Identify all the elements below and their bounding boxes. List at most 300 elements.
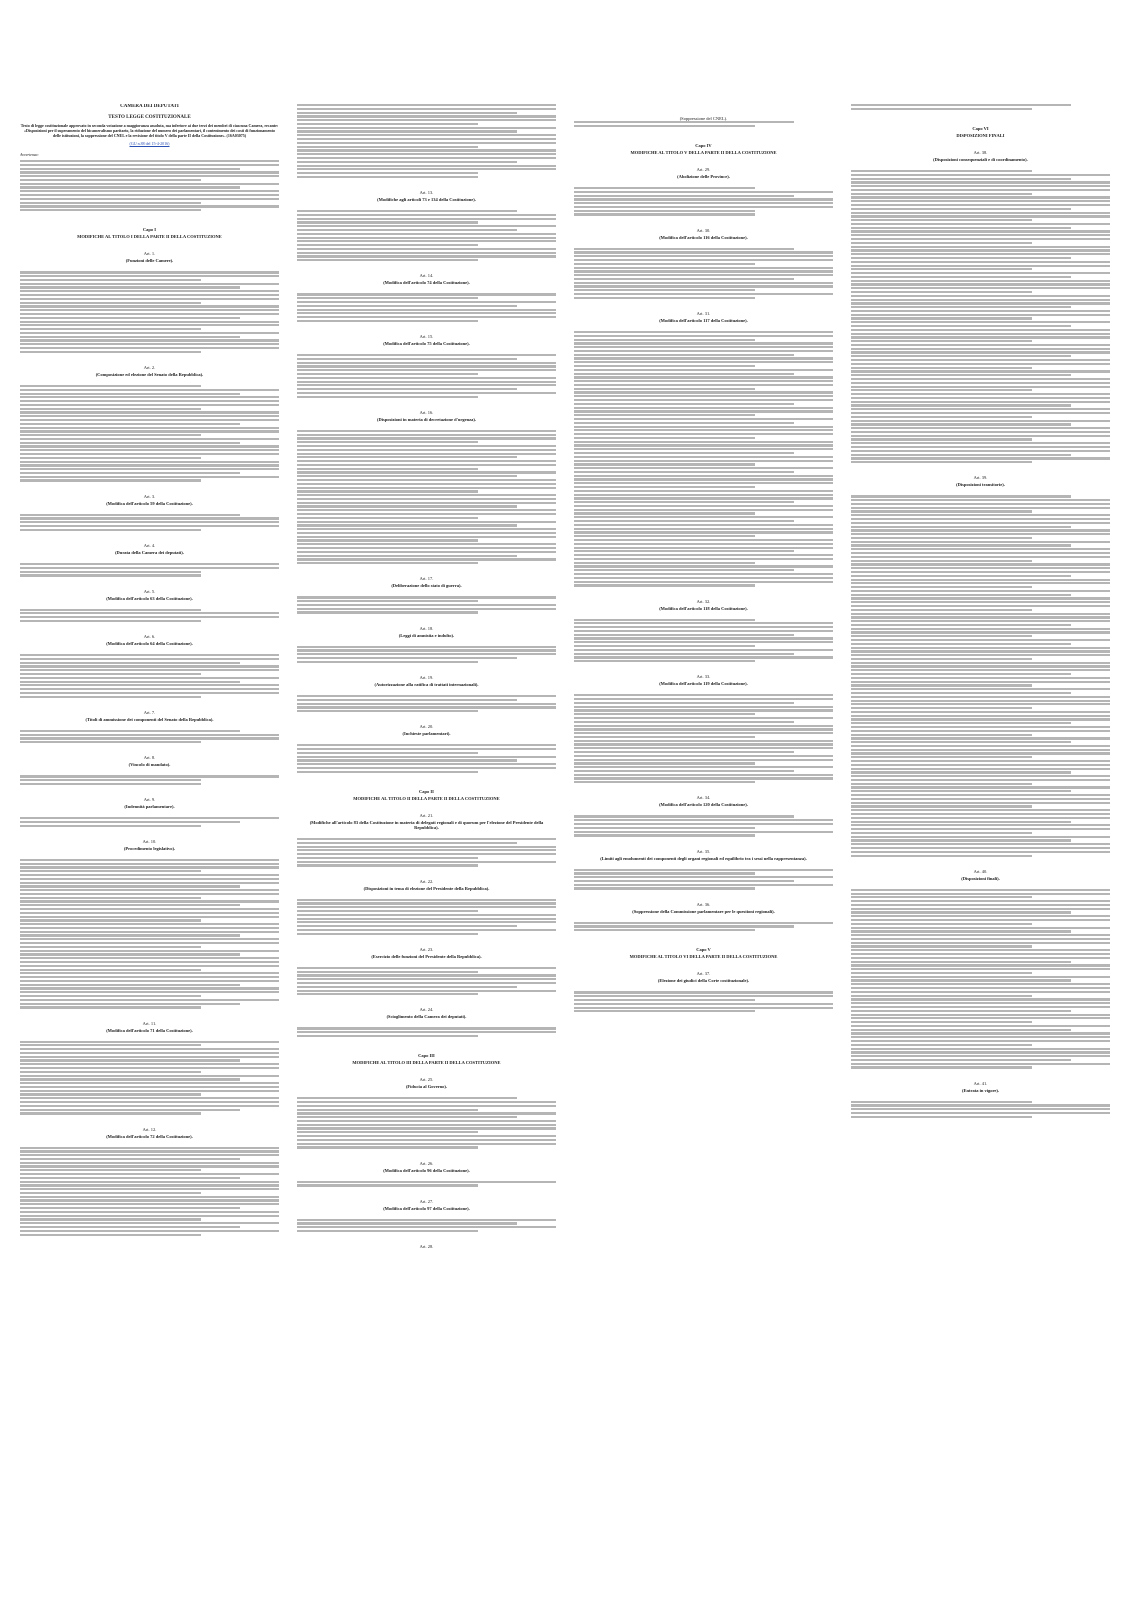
article-heading: (Disposizioni in tema di elezione del Presidente della Repubblica). bbox=[363, 885, 490, 891]
text-line bbox=[20, 931, 279, 933]
text-line bbox=[20, 1048, 279, 1050]
text-line bbox=[851, 219, 1032, 221]
text-line bbox=[574, 872, 755, 874]
article-body-text bbox=[574, 619, 833, 663]
text-line bbox=[297, 608, 556, 610]
article-body-text bbox=[297, 104, 556, 178]
text-line bbox=[20, 1196, 279, 1198]
text-line bbox=[851, 821, 1071, 823]
text-line bbox=[851, 771, 1071, 773]
text-line bbox=[20, 183, 279, 185]
text-line bbox=[297, 710, 478, 712]
text-line bbox=[297, 1230, 478, 1232]
chapter-subtitle: MODIFICHE AL TITOLO V DELLA PARTE II DELLA COSTITUZIONE bbox=[630, 149, 777, 155]
text-line bbox=[297, 611, 478, 613]
article-heading: (Autorizzazione alla ratifica di trattati internazionali). bbox=[374, 681, 479, 687]
text-line bbox=[297, 1226, 556, 1228]
text-line bbox=[574, 929, 755, 931]
text-line bbox=[297, 165, 556, 167]
text-line bbox=[20, 904, 240, 906]
chapter-title: Capo II bbox=[419, 788, 434, 794]
text-line bbox=[851, 552, 1110, 554]
text-line bbox=[20, 567, 279, 569]
text-line bbox=[20, 923, 279, 925]
text-line bbox=[297, 1035, 478, 1037]
text-line bbox=[20, 995, 201, 997]
text-line bbox=[297, 229, 517, 231]
text-line bbox=[851, 204, 1110, 206]
article-number: Art. 39. bbox=[973, 475, 988, 481]
text-line bbox=[851, 416, 1032, 418]
text-line bbox=[20, 1192, 201, 1194]
text-line bbox=[20, 984, 240, 986]
text-line bbox=[574, 384, 833, 386]
intro-text: Testo di legge costituzionale approvato in seconda votazione a maggioranza assoluta, ma inferiore ai due terzi dei membri di ciascuna Camera, recante: «Disposizioni per il superamento del bicameralismo paritario, la riduzione del numero dei parlamentari, il contenimento dei costi di funzionamento delle istituzioni, la soppressione del CNEL e la revisione del titolo V della parte II della Costituzione». (16A03075) bbox=[20, 123, 279, 138]
text-line bbox=[20, 1041, 279, 1043]
text-line bbox=[851, 930, 1071, 932]
text-line bbox=[297, 517, 478, 519]
text-line bbox=[851, 1032, 1110, 1034]
text-line bbox=[851, 423, 1071, 425]
text-line bbox=[574, 732, 833, 734]
article-body-text bbox=[574, 869, 833, 890]
text-line bbox=[851, 783, 1032, 785]
text-line bbox=[20, 571, 201, 573]
article-body-text bbox=[297, 1097, 556, 1148]
article-heading: (Disposizioni consequenziali e di coordinamento). bbox=[933, 156, 1028, 162]
text-line bbox=[20, 684, 279, 686]
article-number: Art. 40. bbox=[973, 868, 988, 874]
text-line bbox=[574, 547, 833, 549]
article-body-text bbox=[574, 121, 833, 127]
text-line bbox=[20, 897, 201, 899]
text-line bbox=[851, 688, 1110, 690]
article-heading: (Modifica dell'articolo 96 della Costituzione). bbox=[383, 1167, 470, 1173]
text-line bbox=[851, 457, 1110, 459]
text-line bbox=[851, 522, 1110, 524]
text-line bbox=[297, 149, 556, 151]
text-line bbox=[851, 624, 1071, 626]
text-line bbox=[851, 104, 1071, 106]
text-line bbox=[851, 563, 1110, 565]
text-line bbox=[851, 529, 1110, 531]
text-line bbox=[851, 893, 1110, 895]
text-line bbox=[574, 702, 794, 704]
text-line bbox=[574, 762, 755, 764]
text-line bbox=[297, 494, 556, 496]
article-body-text bbox=[297, 1219, 556, 1233]
text-line bbox=[297, 661, 478, 663]
text-line bbox=[574, 815, 794, 817]
text-line bbox=[851, 230, 1110, 232]
article-heading: (Entrata in vigore). bbox=[961, 1087, 1000, 1093]
text-line bbox=[297, 763, 556, 765]
text-line bbox=[574, 331, 833, 333]
text-line bbox=[851, 499, 1110, 501]
text-line bbox=[574, 751, 794, 753]
text-line bbox=[574, 717, 833, 719]
text-line bbox=[574, 581, 833, 583]
text-line bbox=[851, 586, 1032, 588]
text-line bbox=[20, 961, 279, 963]
text-line bbox=[20, 1203, 279, 1205]
text-line bbox=[20, 209, 201, 211]
text-line bbox=[20, 275, 279, 277]
article-number: Art. 22. bbox=[419, 878, 434, 884]
text-line bbox=[851, 215, 1110, 217]
text-line bbox=[851, 450, 1110, 452]
text-line bbox=[574, 452, 794, 454]
text-line bbox=[297, 1105, 556, 1107]
text-line bbox=[297, 562, 478, 564]
text-line bbox=[20, 677, 279, 679]
text-line bbox=[20, 476, 279, 478]
text-line bbox=[297, 210, 517, 212]
text-line bbox=[574, 255, 833, 257]
text-line bbox=[20, 194, 279, 196]
text-line bbox=[574, 213, 755, 215]
text-line bbox=[851, 650, 1110, 652]
article-body-text bbox=[851, 889, 1110, 1069]
text-line bbox=[297, 259, 478, 261]
text-line bbox=[297, 982, 556, 984]
article-number: Art. 29. bbox=[696, 166, 711, 172]
text-line bbox=[574, 391, 833, 393]
text-line bbox=[574, 202, 833, 204]
text-line bbox=[574, 376, 833, 378]
avvertenza-label: Avvertenza: bbox=[20, 152, 39, 157]
text-line bbox=[851, 673, 1071, 675]
article-number: Art. 38. bbox=[973, 149, 988, 155]
text-line bbox=[574, 649, 833, 651]
article-body-text bbox=[20, 1041, 279, 1115]
text-line bbox=[851, 174, 1110, 176]
article-heading: (Disposizioni in materia di decretazione d'urgenza). bbox=[377, 416, 476, 422]
text-line bbox=[574, 777, 833, 779]
article-number: Art. 2. bbox=[143, 364, 156, 370]
text-line bbox=[297, 320, 478, 322]
text-line bbox=[574, 619, 755, 621]
text-line bbox=[20, 1112, 201, 1114]
article-number: Art. 17. bbox=[419, 576, 434, 582]
text-line bbox=[851, 1021, 1032, 1023]
text-line bbox=[297, 233, 556, 235]
text-line bbox=[574, 709, 833, 711]
text-line bbox=[297, 604, 556, 606]
text-line bbox=[297, 369, 556, 371]
text-line bbox=[20, 393, 240, 395]
text-line bbox=[851, 287, 1110, 289]
text-line bbox=[20, 1101, 279, 1103]
text-line bbox=[574, 437, 755, 439]
article-body-text bbox=[20, 563, 279, 577]
text-line bbox=[20, 658, 279, 660]
text-line bbox=[574, 206, 833, 208]
text-line bbox=[20, 521, 279, 523]
text-line bbox=[574, 263, 755, 265]
text-line bbox=[297, 396, 478, 398]
text-line bbox=[20, 609, 201, 611]
text-line bbox=[297, 864, 478, 866]
text-line bbox=[297, 240, 556, 242]
text-line bbox=[851, 299, 1110, 301]
text-line bbox=[297, 528, 556, 530]
text-line bbox=[851, 597, 1110, 599]
text-line bbox=[20, 775, 279, 777]
text-line bbox=[297, 237, 556, 239]
text-line bbox=[851, 813, 1110, 815]
article-number: Art. 20. bbox=[419, 724, 434, 730]
text-line bbox=[297, 838, 556, 840]
text-line bbox=[297, 1143, 556, 1145]
text-line bbox=[851, 280, 1110, 282]
text-line bbox=[574, 293, 833, 295]
text-line bbox=[297, 1101, 556, 1103]
text-line bbox=[20, 942, 279, 944]
text-line bbox=[20, 298, 279, 300]
text-line bbox=[297, 505, 517, 507]
text-line bbox=[20, 976, 279, 978]
text-line bbox=[297, 699, 517, 701]
text-line bbox=[297, 1120, 556, 1122]
text-line bbox=[20, 461, 279, 463]
text-line bbox=[851, 995, 1032, 997]
text-line bbox=[851, 108, 1032, 110]
text-line bbox=[851, 934, 1110, 936]
article-body-text bbox=[574, 187, 833, 216]
text-line bbox=[20, 457, 201, 459]
text-line bbox=[20, 1078, 240, 1080]
text-line bbox=[574, 278, 794, 280]
text-line bbox=[574, 270, 833, 272]
article-heading: (Modifica dell'articolo 59 della Costituzione). bbox=[106, 500, 193, 506]
text-line bbox=[851, 953, 1110, 955]
text-line bbox=[574, 516, 833, 518]
text-line bbox=[20, 1207, 240, 1209]
text-line bbox=[20, 912, 279, 914]
text-line bbox=[851, 707, 1032, 709]
text-line bbox=[851, 836, 1110, 838]
text-line bbox=[20, 574, 201, 576]
text-line bbox=[20, 1188, 279, 1190]
text-line bbox=[297, 695, 556, 697]
text-line bbox=[851, 208, 1071, 210]
article-heading: (Esercizio delle funzioni del Presidente della Repubblica). bbox=[371, 953, 482, 959]
text-line bbox=[20, 408, 201, 410]
text-line bbox=[297, 1027, 556, 1029]
text-line bbox=[851, 514, 1110, 516]
text-line bbox=[574, 259, 833, 261]
text-line bbox=[851, 401, 1110, 403]
text-line bbox=[20, 866, 279, 868]
text-line bbox=[20, 741, 201, 743]
article-body-text bbox=[851, 495, 1110, 856]
text-line bbox=[574, 210, 755, 212]
text-line bbox=[20, 1199, 279, 1201]
text-line bbox=[20, 309, 279, 311]
text-line bbox=[297, 986, 517, 988]
text-line bbox=[297, 358, 517, 360]
text-line bbox=[574, 426, 833, 428]
text-line bbox=[851, 760, 1110, 762]
text-line bbox=[20, 616, 279, 618]
text-line bbox=[20, 385, 201, 387]
text-line bbox=[297, 464, 556, 466]
article-number: Art. 14. bbox=[419, 273, 434, 279]
article-number: Art. 37. bbox=[696, 971, 711, 977]
text-line bbox=[20, 286, 240, 288]
text-line bbox=[851, 711, 1110, 713]
text-line bbox=[851, 181, 1110, 183]
text-line bbox=[851, 404, 1071, 406]
text-line bbox=[20, 1173, 279, 1175]
text-line bbox=[574, 1010, 755, 1012]
text-line bbox=[574, 880, 794, 882]
chamber-name: CAMERA DEI DEPUTATI bbox=[120, 104, 179, 109]
text-line bbox=[20, 1044, 201, 1046]
text-line bbox=[851, 242, 1032, 244]
article-heading: (Procedimento legislativo). bbox=[123, 845, 176, 851]
text-line bbox=[297, 305, 517, 307]
text-line bbox=[20, 160, 279, 162]
text-line bbox=[851, 321, 1110, 323]
text-line bbox=[851, 832, 1032, 834]
article-heading: (Modifica dell'articolo 75 della Costituzione). bbox=[383, 341, 470, 347]
text-line bbox=[20, 999, 279, 1001]
text-line bbox=[20, 1056, 279, 1058]
text-line bbox=[851, 927, 1110, 929]
article-body-text bbox=[297, 646, 556, 663]
text-line bbox=[851, 408, 1110, 410]
text-line bbox=[574, 187, 755, 189]
gazette-link[interactable]: (GU n.88 del 15-4-2016) bbox=[129, 141, 170, 146]
text-line bbox=[20, 1154, 279, 1156]
text-line bbox=[851, 442, 1110, 444]
text-line bbox=[297, 221, 478, 223]
text-line bbox=[851, 681, 1110, 683]
text-line bbox=[851, 579, 1110, 581]
text-line bbox=[297, 853, 556, 855]
text-line bbox=[851, 639, 1110, 641]
text-line bbox=[574, 282, 833, 284]
text-line bbox=[574, 653, 794, 655]
text-line bbox=[574, 827, 755, 829]
text-line bbox=[851, 983, 1110, 985]
text-line bbox=[851, 1116, 1032, 1118]
text-line bbox=[851, 718, 1110, 720]
text-line bbox=[297, 649, 556, 651]
text-line bbox=[851, 431, 1110, 433]
text-line bbox=[20, 965, 279, 967]
text-line bbox=[20, 950, 279, 952]
text-line bbox=[20, 1086, 279, 1088]
text-line bbox=[297, 487, 556, 489]
article-number: Art. 16. bbox=[419, 409, 434, 415]
article-body-text bbox=[20, 859, 279, 1009]
text-line bbox=[297, 252, 556, 254]
chapter-title: Capo V bbox=[696, 947, 711, 953]
article-body-text bbox=[574, 331, 833, 587]
text-line bbox=[20, 415, 279, 417]
text-line bbox=[297, 1131, 478, 1133]
text-line bbox=[20, 1177, 240, 1179]
text-line bbox=[297, 857, 478, 859]
text-line bbox=[851, 507, 1110, 509]
text-line bbox=[851, 1108, 1110, 1110]
text-line bbox=[297, 513, 556, 515]
text-line bbox=[297, 703, 556, 705]
text-line bbox=[297, 539, 478, 541]
text-line bbox=[851, 238, 1110, 240]
text-line bbox=[574, 770, 794, 772]
text-line bbox=[574, 531, 833, 533]
text-line bbox=[851, 359, 1110, 361]
text-line bbox=[20, 885, 240, 887]
text-line bbox=[297, 388, 517, 390]
text-line bbox=[297, 547, 556, 549]
text-line bbox=[20, 168, 240, 170]
text-line bbox=[20, 328, 201, 330]
text-line bbox=[297, 974, 556, 976]
text-line bbox=[297, 759, 517, 761]
text-line bbox=[851, 526, 1071, 528]
article-heading: (Durata della Camera dei deputati). bbox=[115, 549, 184, 555]
text-line bbox=[297, 123, 478, 125]
text-line bbox=[574, 369, 833, 371]
text-line bbox=[297, 967, 556, 969]
text-line bbox=[20, 1165, 279, 1167]
text-line bbox=[297, 771, 478, 773]
text-line bbox=[20, 1059, 240, 1061]
text-line bbox=[20, 171, 279, 173]
text-line bbox=[297, 914, 556, 916]
text-line bbox=[851, 594, 1071, 596]
text-line bbox=[851, 193, 1032, 195]
text-line bbox=[851, 631, 1110, 633]
text-line bbox=[20, 179, 201, 181]
article-number: Art. 32. bbox=[696, 598, 711, 604]
text-line bbox=[851, 1059, 1071, 1061]
article-number: Art. 31. bbox=[696, 310, 711, 316]
text-line bbox=[297, 646, 556, 648]
text-line bbox=[574, 991, 833, 993]
text-line bbox=[851, 1044, 1032, 1046]
text-line bbox=[851, 317, 1032, 319]
text-line bbox=[297, 657, 517, 659]
text-line bbox=[297, 161, 517, 163]
article-number: Art. 26. bbox=[419, 1160, 434, 1166]
text-line bbox=[297, 172, 478, 174]
text-line bbox=[851, 249, 1110, 251]
article-heading: (Modifiche agli articoli 73 e 134 della Costituzione). bbox=[377, 197, 476, 203]
text-line bbox=[574, 365, 755, 367]
chapter-subtitle: MODIFICHE AL TITOLO VI DELLA PARTE II DELLA COSTITUZIONE bbox=[629, 954, 778, 960]
text-line bbox=[297, 449, 556, 451]
text-line bbox=[574, 713, 755, 715]
text-line bbox=[20, 987, 279, 989]
text-line bbox=[20, 164, 279, 166]
article-number: Art. 15. bbox=[419, 334, 434, 340]
text-line bbox=[297, 176, 478, 178]
text-line bbox=[574, 509, 833, 511]
text-line bbox=[574, 736, 755, 738]
text-line bbox=[20, 1222, 279, 1224]
text-line bbox=[297, 1146, 478, 1148]
text-line bbox=[20, 202, 201, 204]
text-line bbox=[851, 923, 1032, 925]
text-line bbox=[574, 554, 833, 556]
text-line bbox=[574, 357, 833, 359]
